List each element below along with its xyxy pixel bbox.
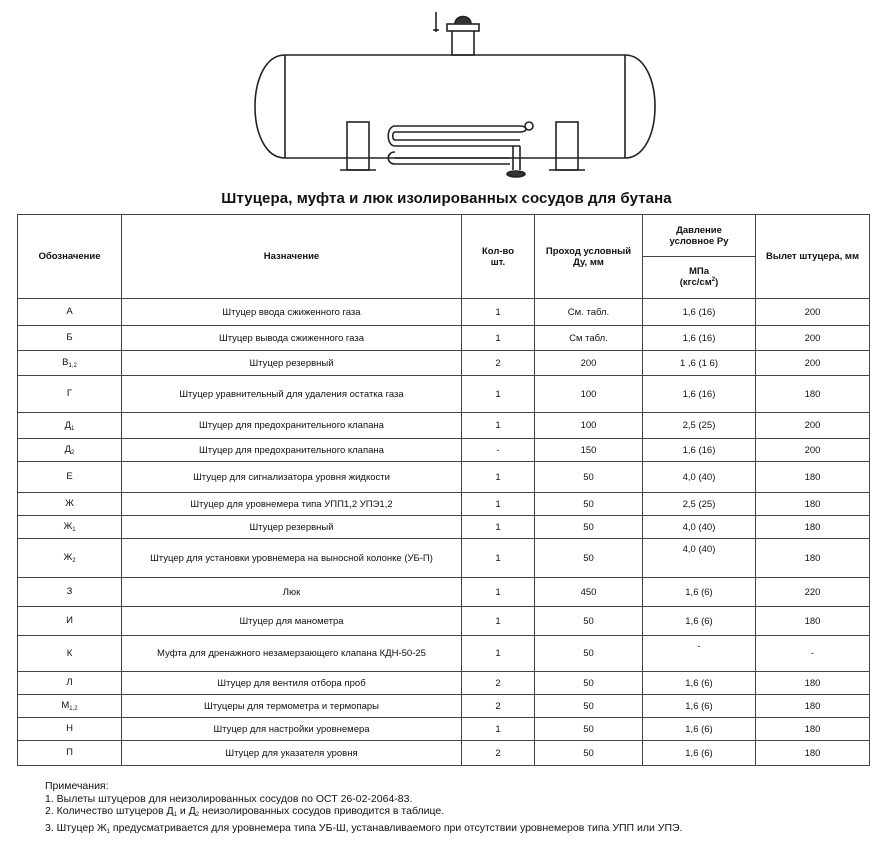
header-designation: Обозначение [18,215,122,299]
cell-quantity: 1 [462,462,535,493]
table-row [18,462,870,493]
cell-pressure: 1,6 (6) [643,718,756,741]
notes-heading: Примечания: [45,780,109,792]
cell-bore: 50 [535,516,643,539]
header-purpose: Назначение [122,215,462,299]
notes [45,780,682,838]
table-row [18,578,870,607]
cell-quantity: 1 [462,376,535,413]
cell-pressure: 1 ,6 (1 6) [643,351,756,376]
cell-purpose: Штуцеры для термометра и термопары [122,695,462,718]
cell-designation: $М_{1,2}$ [18,695,122,718]
cell-projection: 180 [756,539,870,578]
cell-designation: Б [18,326,122,351]
cell-designation: И [18,607,122,636]
cell-quantity: 1 [462,493,535,516]
cell-purpose: Штуцер для установки уровнемера на выносной колонке (УБ-П) [122,539,462,578]
cell-projection: 200 [756,413,870,439]
cell-designation: $В_{1,2}$ [18,351,122,376]
page-title: Штуцера, муфта и люк изолированных сосудов для бутана [221,190,672,207]
cell-purpose: Штуцер для настройки уровнемера [122,718,462,741]
cell-bore: 150 [535,439,643,462]
cell-purpose: Люк [122,578,462,607]
cell-purpose: Штуцер для предохранительного клапана [122,439,462,462]
cell-projection: 180 [756,741,870,766]
cell-purpose: Штуцер резервный [122,516,462,539]
cell-bore: 50 [535,672,643,695]
cell-purpose: Штуцер для вентиля отбора проб [122,672,462,695]
cell-quantity: 2 [462,672,535,695]
horizontal-vessel-drawing-icon [0,0,893,190]
note-2: 2. Количество штуцеров $Д_1$ и $Д_2$ неизолированных сосудов приводится в таблице. [45,805,445,818]
cell-projection: 200 [756,299,870,326]
cell-bore: 50 [535,718,643,741]
table-row [18,413,870,439]
cell-bore: 450 [535,578,643,607]
note-1: 1. Вылеты штуцеров для неизолированных сосудов по ОСТ 26-02-2064-83. [45,792,413,805]
header-quantity: Кол-во шт. [462,215,535,299]
cell-pressure: 1,6 (16) [643,439,756,462]
header-projection: Вылет штуцера, мм [756,215,870,299]
cell-bore: 100 [535,413,643,439]
right-support [556,122,578,170]
table-row [18,439,870,462]
cell-projection: 220 [756,578,870,607]
cell-pressure: 1,6 (6) [643,695,756,718]
cell-quantity: - [462,439,535,462]
cell-designation: Е [18,462,122,493]
cell-projection: 200 [756,326,870,351]
cell-bore: 50 [535,607,643,636]
table-row [18,493,870,516]
cell-pressure: 1,6 (6) [643,607,756,636]
cell-pressure: 2,5 (25) [643,413,756,439]
cell-purpose: Штуцер для уровнемера типа УПП1,2 УПЭ1,2 [122,493,462,516]
cell-bore: 50 [535,539,643,578]
cell-purpose: Штуцер резервный [122,351,462,376]
cell-purpose: Муфта для дренажного незамерзающего клапана КДН-50-25 [122,636,462,672]
header-bore: Проход условный Ду, мм [535,215,643,299]
cell-designation: П [18,741,122,766]
cell-designation: К [18,636,122,672]
cell-projection: 180 [756,718,870,741]
cell-pressure: 1,6 (6) [643,741,756,766]
cell-designation: Н [18,718,122,741]
cell-quantity: 1 [462,636,535,672]
table-row [18,516,870,539]
cell-bore: 50 [535,462,643,493]
cell-projection: 180 [756,516,870,539]
cell-pressure: 4,0 (40) [643,539,756,578]
cell-quantity: 1 [462,299,535,326]
cell-bore: 50 [535,741,643,766]
cell-projection: 180 [756,607,870,636]
cell-pressure: 4,0 (40) [643,516,756,539]
cell-designation: $Д_1$ [18,413,122,439]
cell-quantity: 1 [462,539,535,578]
cell-designation: Г [18,376,122,413]
cell-bore: 50 [535,636,643,672]
cell-designation: А [18,299,122,326]
cell-purpose: Штуцер уравнительный для удаления остатка газа [122,376,462,413]
cell-purpose: Штуцер для сигнализатора уровня жидкости [122,462,462,493]
table-row [18,672,870,695]
cell-pressure: 1,6 (6) [643,672,756,695]
cell-projection: 180 [756,672,870,695]
cell-quantity: 1 [462,578,535,607]
cell-quantity: 1 [462,326,535,351]
table-row [18,718,870,741]
cell-bore: 50 [535,695,643,718]
cell-bore: 100 [535,376,643,413]
cell-bore: 200 [535,351,643,376]
cell-projection: 180 [756,493,870,516]
manhole-neck [452,30,474,55]
cell-designation: $Ж_2$ [18,539,122,578]
cell-projection: 180 [756,695,870,718]
cell-projection: - [756,636,870,672]
vessel-shell [255,55,655,158]
cell-purpose: Штуцер вывода сжиженного газа [122,326,462,351]
table-row [18,539,870,578]
cell-purpose: Штуцер для указателя уровня [122,741,462,766]
cell-pressure: 2,5 (25) [643,493,756,516]
cell-projection: 200 [756,351,870,376]
cell-designation: $Д_2$ [18,439,122,462]
heating-coil [388,122,533,177]
cell-quantity: 2 [462,351,535,376]
table-row [18,607,870,636]
table-row [18,326,870,351]
cell-quantity: 2 [462,695,535,718]
cell-pressure: 1,6 (16) [643,299,756,326]
cell-pressure: 4,0 (40) [643,462,756,493]
cell-quantity: 1 [462,413,535,439]
cell-bore: 50 [535,493,643,516]
cell-pressure: 1,6 (16) [643,326,756,351]
nozzle-table [17,214,870,766]
cell-bore: См табл. [535,326,643,351]
cell-projection: 200 [756,439,870,462]
table-row [18,636,870,672]
cell-projection: 180 [756,462,870,493]
cell-designation: Л [18,672,122,695]
cell-pressure: 1,6 (6) [643,578,756,607]
table-row [18,695,870,718]
cell-purpose: Штуцер для предохранительного клапана [122,413,462,439]
header-pressure: Давление условное Ру [643,215,756,257]
cell-designation: Ж [18,493,122,516]
left-support [347,122,369,170]
cell-quantity: 1 [462,607,535,636]
cell-bore: См. табл. [535,299,643,326]
table-row [18,741,870,766]
cell-designation: $Ж_1$ [18,516,122,539]
cell-quantity: 1 [462,718,535,741]
cell-purpose: Штуцер ввода сжиженного газа [122,299,462,326]
cell-designation: З [18,578,122,607]
table-row [18,351,870,376]
cell-pressure: - [643,636,756,672]
cell-pressure: 1,6 (16) [643,376,756,413]
cell-quantity: 2 [462,741,535,766]
cell-quantity: 1 [462,516,535,539]
note-3: 3. Штуцер $Ж_1$ предусматривается для уровнемера типа УБ-Ш, устанавливаемого при отсутствии уровнемеров типа УПП или УПЭ. [45,821,683,835]
cell-purpose: Штуцер для манометра [122,607,462,636]
table-row [18,299,870,326]
table-row [18,376,870,413]
header-pressure-unit: МПа $(кгс/см^2)$ [643,257,756,299]
cell-projection: 180 [756,376,870,413]
